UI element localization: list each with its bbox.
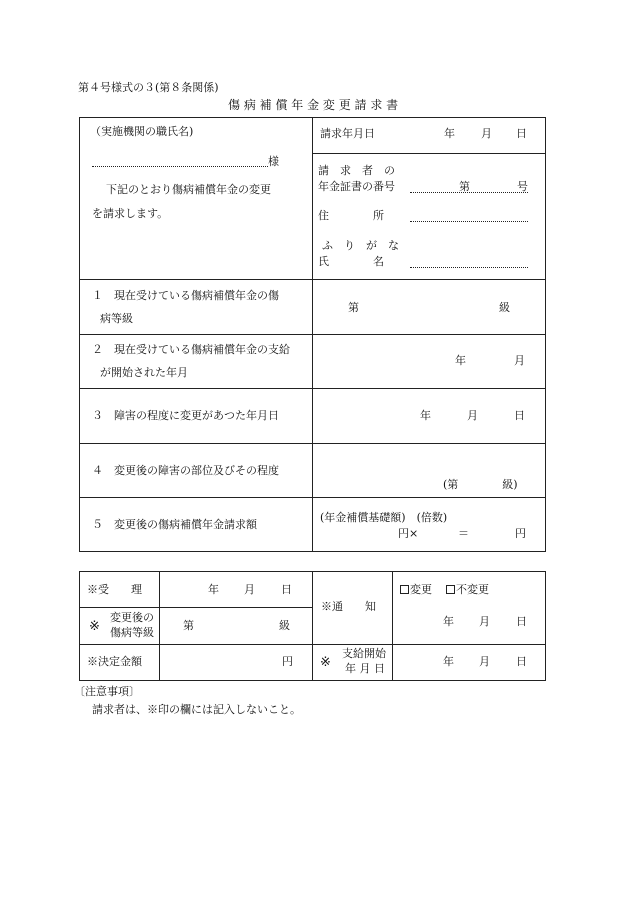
certificate-label-1: 請 求 者 の bbox=[318, 164, 395, 177]
grade-label-2: 傷病等級 bbox=[110, 626, 154, 639]
change-checkbox[interactable] bbox=[400, 585, 409, 594]
request-date-label: 請求年月日 bbox=[320, 127, 375, 140]
sama-label: 様 bbox=[268, 155, 279, 168]
start-label-1: 支給開始 bbox=[342, 647, 386, 660]
request-year-label: 年 bbox=[444, 127, 455, 140]
office-divider bbox=[392, 571, 393, 681]
row4-label: ４ 変更後の障害の部位及びその程度 bbox=[92, 464, 279, 477]
receipt-label: ※受 理 bbox=[87, 583, 142, 596]
row1-kyu-label: 級 bbox=[499, 301, 510, 314]
furigana-label: ふ り が な bbox=[322, 239, 399, 252]
certificate-gou-label: 号 bbox=[517, 180, 528, 193]
row1-label-line2: 病等級 bbox=[100, 312, 133, 325]
decision-amount-label: ※決定金額 bbox=[87, 655, 142, 668]
certificate-dai-label: 第 bbox=[459, 180, 470, 193]
request-text-line2: を請求します。 bbox=[92, 207, 169, 220]
address-label: 住 所 bbox=[318, 209, 384, 222]
row2-label-line2: が開始された年月 bbox=[100, 366, 188, 379]
start-mark: ※ bbox=[320, 655, 331, 670]
notice-day-label: 日 bbox=[516, 615, 527, 628]
row-line bbox=[79, 279, 546, 280]
form-number-label: 第４号様式の３(第８条関係) bbox=[78, 81, 219, 94]
no-change-checkbox[interactable] bbox=[446, 585, 455, 594]
change-option[interactable] bbox=[400, 584, 432, 595]
row5-label: ５ 変更後の傷病補償年金請求額 bbox=[92, 518, 257, 531]
receipt-year-label: 年 bbox=[208, 583, 219, 596]
request-month-label: 月 bbox=[481, 127, 492, 140]
row-line bbox=[79, 497, 546, 498]
row-line bbox=[79, 443, 546, 444]
row5-equals: ＝ bbox=[458, 527, 469, 540]
row3-year-label: 年 bbox=[420, 409, 431, 422]
notice-month-label: 月 bbox=[479, 615, 490, 628]
office-divider bbox=[312, 571, 313, 681]
institution-label: （実施機関の職氏名) bbox=[90, 125, 194, 138]
start-month-label: 月 bbox=[479, 655, 490, 668]
start-year-label: 年 bbox=[443, 655, 454, 668]
row5-yen-times: 円× bbox=[398, 527, 419, 540]
no-change-option[interactable] bbox=[446, 584, 489, 595]
address-field[interactable] bbox=[410, 221, 528, 222]
row3-day-label: 日 bbox=[514, 409, 525, 422]
row1-dai-label: 第 bbox=[348, 301, 359, 314]
notice-label: ※通 知 bbox=[321, 600, 376, 613]
name-label: 氏 名 bbox=[318, 255, 384, 268]
row1-label-line1: １ 現在受けている傷病補償年金の傷 bbox=[92, 289, 279, 302]
office-row-line bbox=[79, 644, 546, 645]
grade-mark: ※ bbox=[89, 619, 100, 634]
change-label: 変更 bbox=[410, 583, 432, 596]
row5-formula-header: (年金補償基礎額) (倍数) bbox=[320, 511, 448, 524]
office-divider bbox=[159, 571, 160, 681]
decision-amount-unit: 円 bbox=[282, 655, 293, 668]
name-field[interactable] bbox=[410, 267, 528, 268]
receipt-day-label: 日 bbox=[281, 583, 292, 596]
row3-month-label: 月 bbox=[467, 409, 478, 422]
certificate-label-2: 年金証書の番号 bbox=[318, 180, 395, 193]
institution-field[interactable] bbox=[92, 166, 268, 167]
row4-grade-label: (第 級) bbox=[443, 478, 518, 491]
request-text-line1: 下記のとおり傷病補償年金の変更 bbox=[106, 183, 271, 196]
row2-label-line1: ２ 現在受けている傷病補償年金の支給 bbox=[92, 343, 290, 356]
row-line bbox=[79, 334, 546, 335]
row-line bbox=[312, 153, 546, 154]
office-row-line bbox=[79, 607, 312, 608]
row2-month-label: 月 bbox=[514, 354, 525, 367]
grade-dai-label: 第 bbox=[183, 619, 194, 632]
receipt-month-label: 月 bbox=[244, 583, 255, 596]
grade-kyu-label: 級 bbox=[279, 619, 290, 632]
notice-year-label: 年 bbox=[443, 615, 454, 628]
grade-label-1: 変更後の bbox=[110, 611, 154, 624]
notes-text: 請求者は、※印の欄には記入しないこと。 bbox=[92, 703, 301, 716]
form-title: 傷 病 補 償 年 金 変 更 請 求 書 bbox=[228, 98, 399, 112]
no-change-label: 不変更 bbox=[456, 583, 489, 596]
start-day-label: 日 bbox=[516, 655, 527, 668]
start-label-2: 年 月 日 bbox=[345, 662, 385, 675]
request-day-label: 日 bbox=[516, 127, 527, 140]
row-line bbox=[79, 388, 546, 389]
row3-label: ３ 障害の程度に変更があつた年月日 bbox=[92, 409, 279, 422]
row5-yen: 円 bbox=[515, 527, 526, 540]
row2-year-label: 年 bbox=[455, 354, 466, 367]
notes-heading: 〔注意事項〕 bbox=[74, 685, 140, 698]
